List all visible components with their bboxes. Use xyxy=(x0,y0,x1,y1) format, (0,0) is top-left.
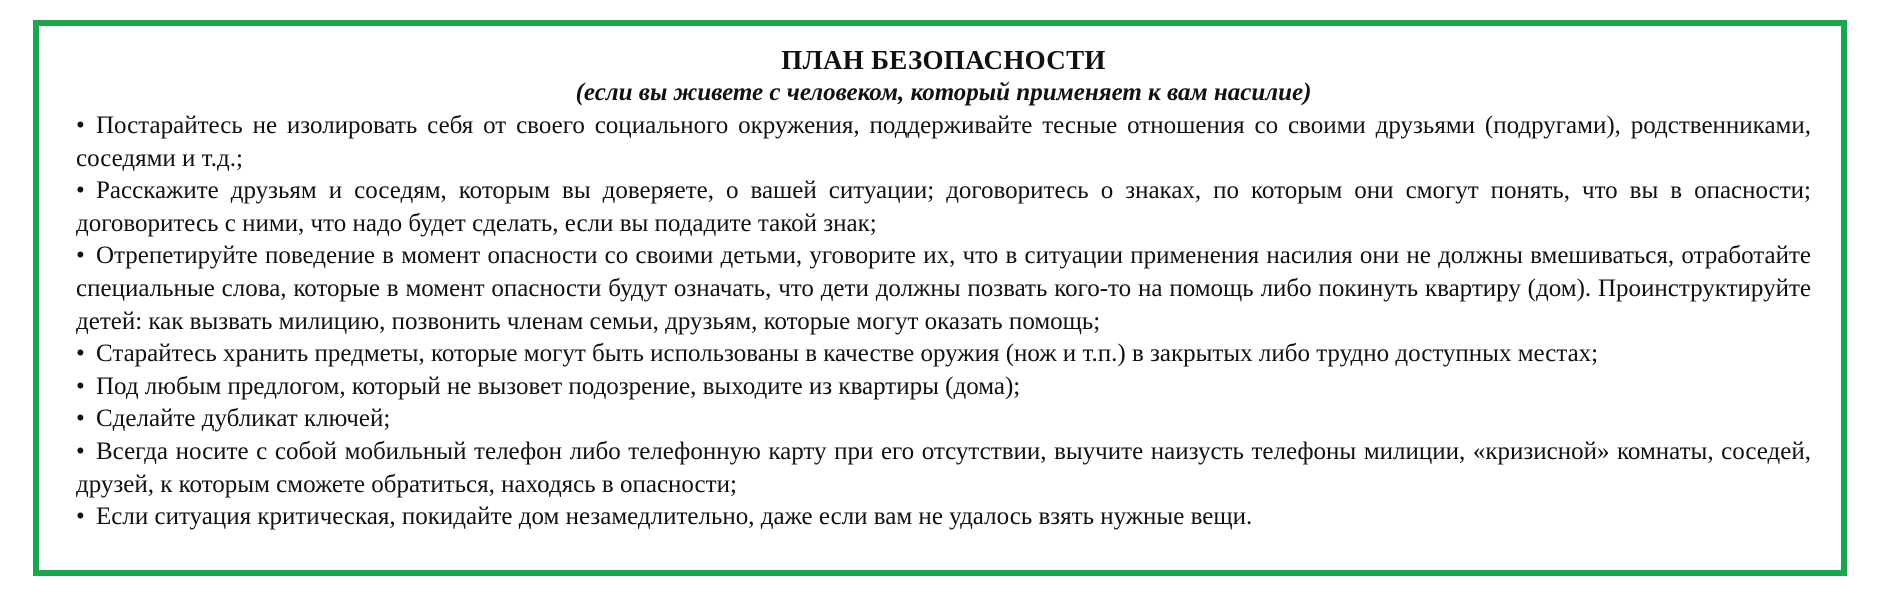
bullet-icon: • xyxy=(76,405,85,433)
list-item-text: Старайтесь хранить предметы, которые могут быть использованы в качестве оружия (нож и т.п.) в закрытых либо трудно доступных местах; xyxy=(96,340,1599,368)
list-item-text: Всегда носите с собой мобильный телефон либо телефонную карту при его отсутствии, выучите наизусть телефоны милиции, «кризисной» комнаты, соседей, друзей, к которым сможете обратиться, находясь в опасности; xyxy=(76,437,1811,498)
list-item xyxy=(76,110,1811,175)
list-item-text: Сделайте дубликат ключей; xyxy=(96,405,391,433)
bullet-icon: • xyxy=(76,503,85,531)
list-item-text: Под любым предлогом, который не вызовет подозрение, выходите из квартиры (дома); xyxy=(96,372,1021,400)
list-item-text: Постарайтесь не изолировать себя от своего социального окружения, поддерживайте тесные отношения со своими друзьями (подругами), родственниками, соседями и т.д.; xyxy=(76,112,1811,172)
bullet-icon: • xyxy=(76,112,85,139)
list-item-text: Расскажите друзьям и соседям, которым вы доверяете, о вашей ситуации; договоритесь о знаках, по которым они смогут понять, что вы в опасности; договоритесь с ними, что надо будет сделать, если вы подадите такой знак; xyxy=(76,177,1811,237)
list-item xyxy=(76,175,1811,240)
bullet-icon: • xyxy=(76,372,85,400)
list-item xyxy=(76,501,1811,534)
list-item-text: Если ситуация критическая, покидайте дом незамедлительно, даже если вам не удалось взять нужные вещи. xyxy=(96,503,1253,531)
bullet-icon: • xyxy=(76,177,85,205)
list-item xyxy=(76,240,1811,338)
document-title: ПЛАН БЕЗОПАСНОСТИ xyxy=(781,45,1106,75)
bullet-icon: • xyxy=(76,242,85,270)
document-subtitle: (если вы живете с человеком, который применяет к вам насилие) xyxy=(575,79,1312,106)
list-item xyxy=(76,371,1811,404)
safety-tips-list xyxy=(76,110,1811,534)
list-item-text: Отрепетируйте поведение в момент опасности со своими детьми, уговорите их, что в ситуации применения насилия они не должны вмешиваться, отработайте специальные слова, которые в момент опасности будут означать, что дети должны позвать кого-то на помощь либо покинуть квартиру (дом). Проинструктируйте детей: как вызвать милицию, позвонить членам семьи, друзьям, которые могут оказать помощь; xyxy=(76,242,1811,335)
bullet-icon: • xyxy=(76,437,85,465)
list-item xyxy=(76,403,1811,436)
list-item xyxy=(76,436,1811,501)
bullet-icon: • xyxy=(76,340,85,368)
list-item xyxy=(76,338,1811,371)
safety-plan-document xyxy=(76,44,1811,534)
